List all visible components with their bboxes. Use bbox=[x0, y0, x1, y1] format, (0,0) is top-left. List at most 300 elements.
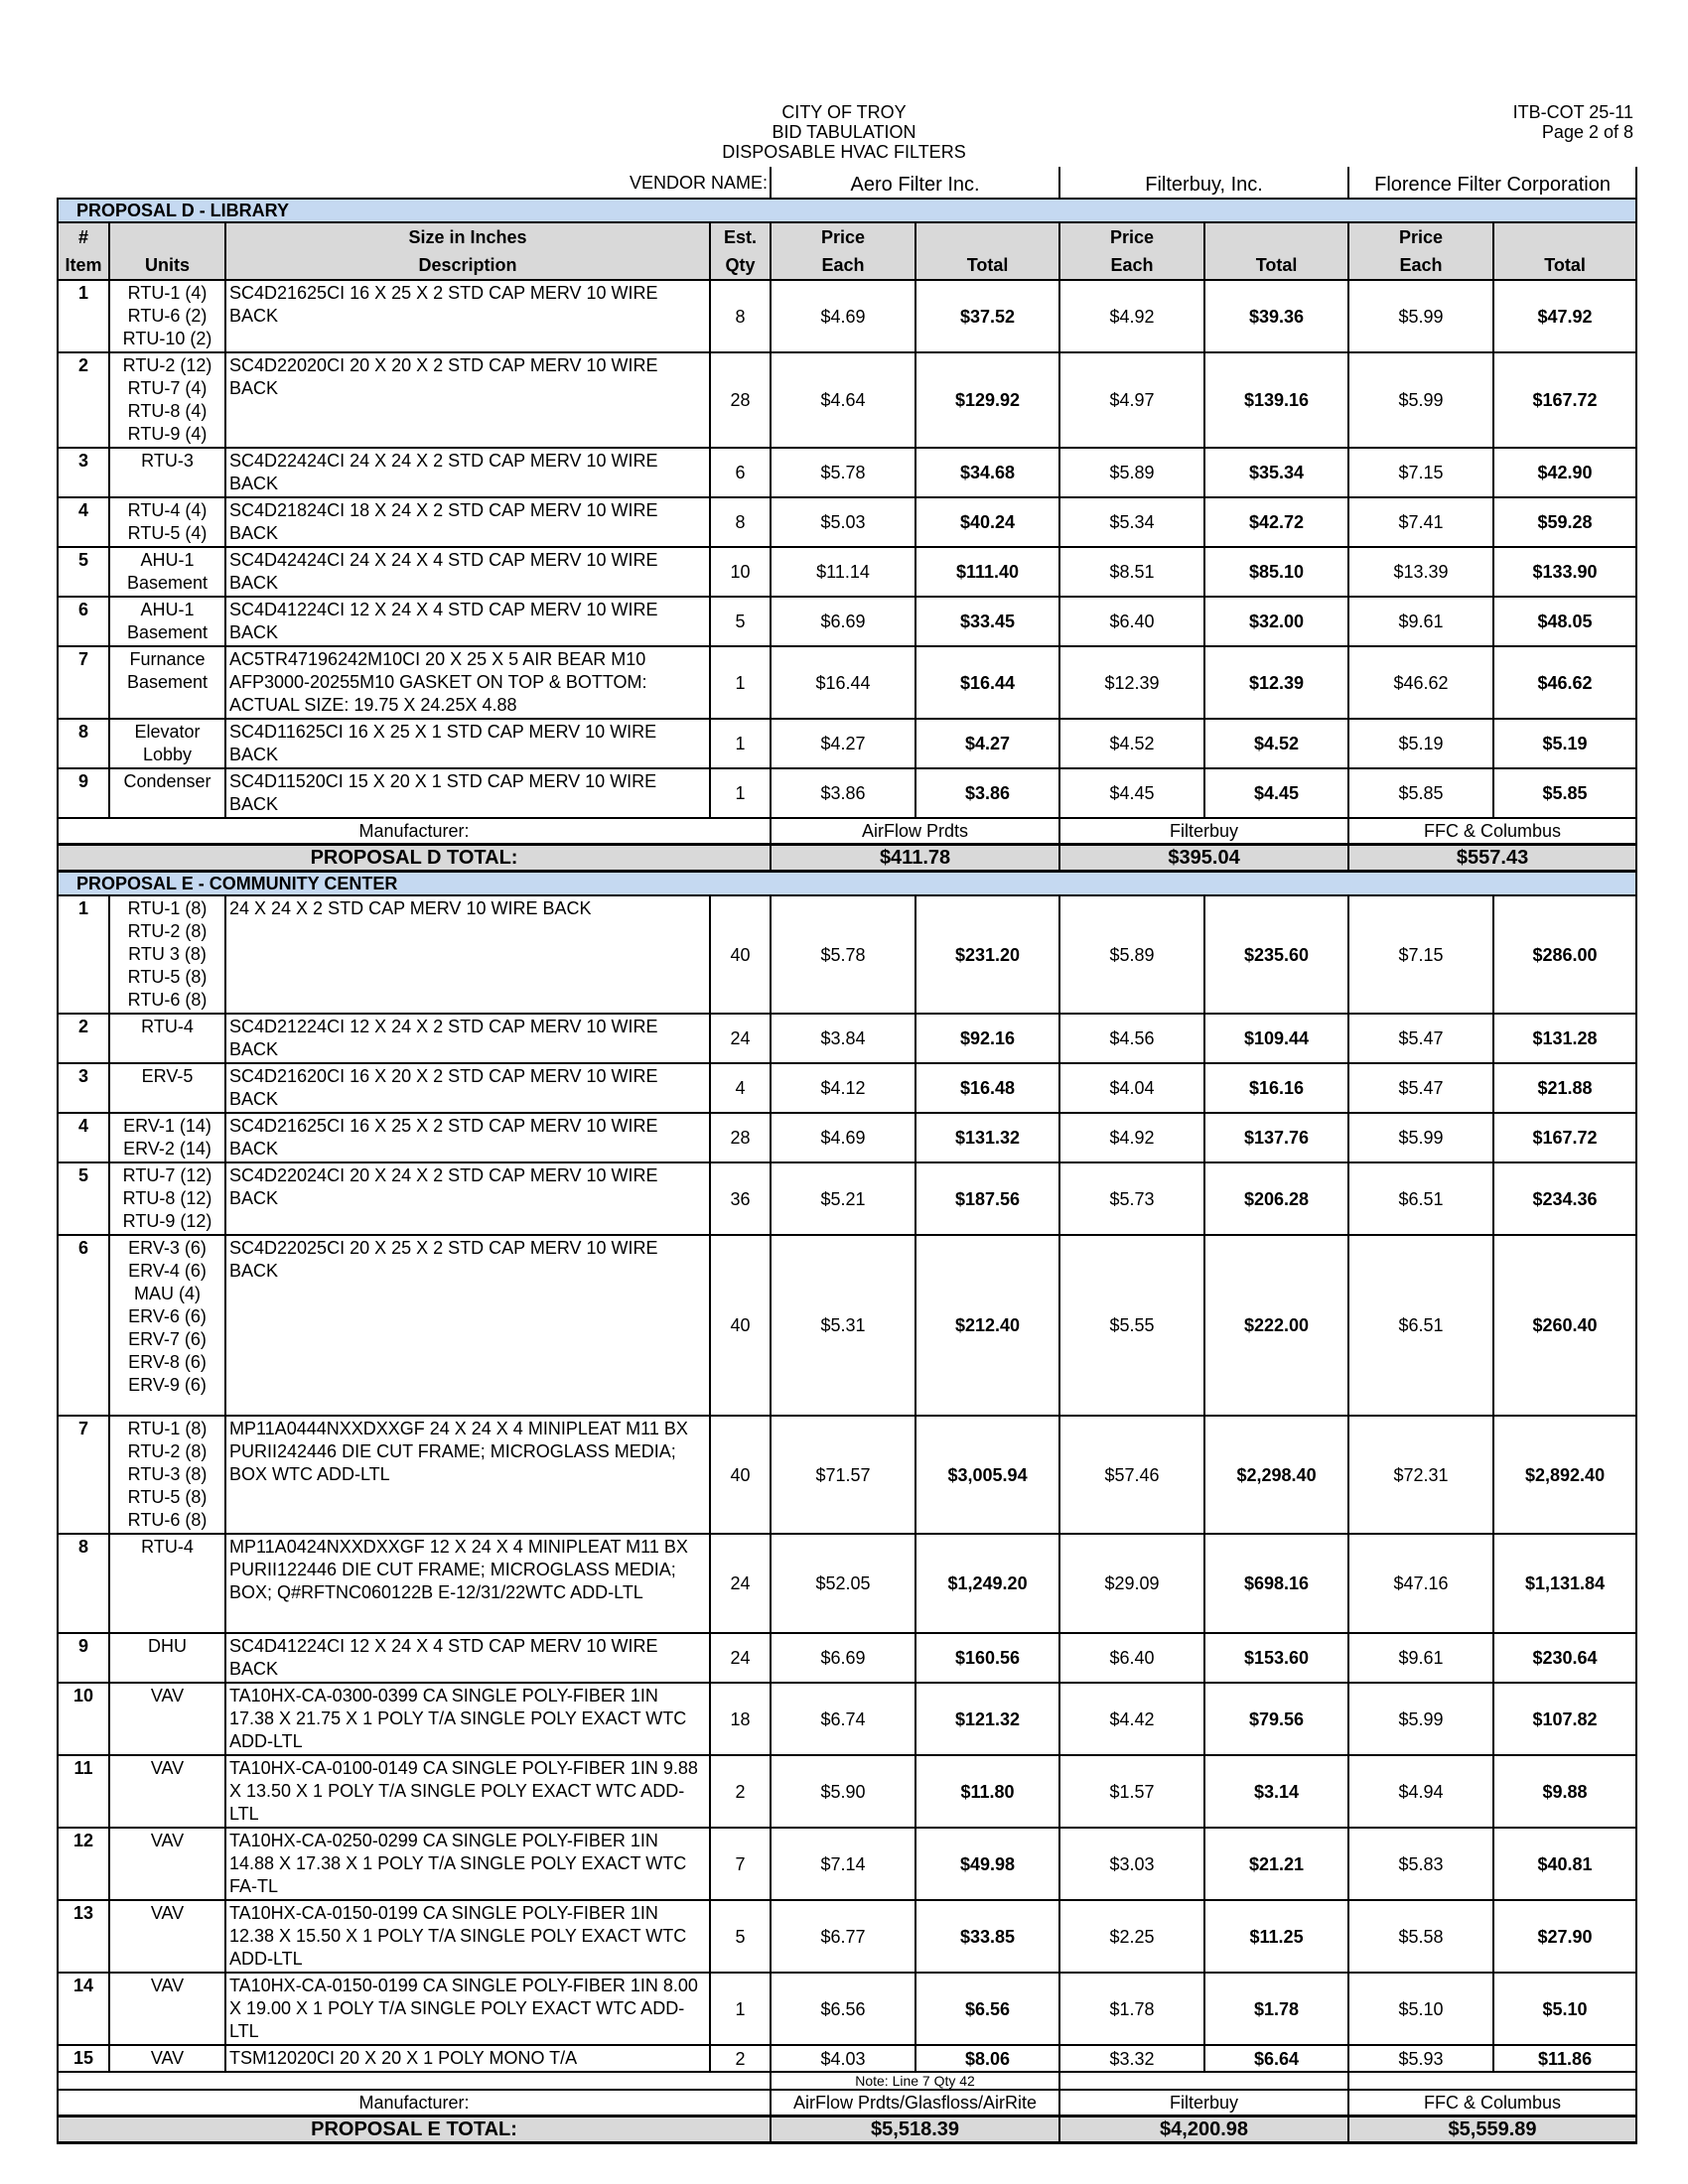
line-total: $11.86 bbox=[1493, 2045, 1636, 2072]
unit-label: ERV-7 (6) bbox=[128, 1329, 207, 1349]
est-qty: 28 bbox=[710, 352, 771, 448]
price-each: $5.10 bbox=[1348, 1973, 1493, 2045]
header-bid-tab: BID TABULATION bbox=[772, 122, 916, 142]
unit-label: RTU-10 (2) bbox=[122, 329, 212, 348]
est-qty: 6 bbox=[710, 448, 771, 497]
line-total: $16.48 bbox=[915, 1063, 1059, 1113]
line-total: $16.16 bbox=[1204, 1063, 1348, 1113]
line-total: $39.36 bbox=[1204, 280, 1348, 352]
line-total: $153.60 bbox=[1204, 1633, 1348, 1683]
item-description: SC4D11520CI 15 X 20 X 1 STD CAP MERV 10 WIRE BACK bbox=[225, 768, 710, 818]
unit-label: RTU-9 (12) bbox=[122, 1211, 212, 1231]
price-each: $6.51 bbox=[1348, 1235, 1493, 1416]
table-row bbox=[58, 1534, 1636, 1633]
item-description: MP11A0424NXXDXXGF 12 X 24 X 4 MINIPLEAT M11 BX PURII122446 DIE CUT FRAME; MICROGLASS MEDIA; BOX; Q#RFTNC060122B E-12/31/22WTC ADD-LTL bbox=[225, 1534, 710, 1633]
line-total: $35.34 bbox=[1204, 448, 1348, 497]
item-description: TA10HX-CA-0300-0399 CA SINGLE POLY-FIBER 1IN 17.38 X 21.75 X 1 POLY T/A SINGLE POLY EXACT WTC ADD-LTL bbox=[225, 1683, 710, 1755]
units-cell bbox=[109, 352, 225, 448]
note-blank bbox=[1348, 2072, 1636, 2090]
price-each: $29.09 bbox=[1059, 1534, 1204, 1633]
item-description: SC4D22024CI 20 X 24 X 2 STD CAP MERV 10 WIRE BACK bbox=[225, 1162, 710, 1235]
price-each: $46.62 bbox=[1348, 646, 1493, 719]
unit-label: RTU-4 bbox=[141, 1537, 194, 1557]
price-each: $6.69 bbox=[771, 1633, 915, 1683]
units-cell bbox=[109, 1162, 225, 1235]
item-number: 3 bbox=[58, 448, 109, 497]
manufacturer-name: Filterbuy bbox=[1059, 2090, 1348, 2116]
table-row bbox=[58, 352, 1636, 448]
column-total: Total bbox=[915, 251, 1059, 280]
line-total: $33.45 bbox=[915, 597, 1059, 646]
item-number: 14 bbox=[58, 1973, 109, 2045]
item-description: SC4D42424CI 24 X 24 X 4 STD CAP MERV 10 WIRE BACK bbox=[225, 547, 710, 597]
line-total: $131.28 bbox=[1493, 1014, 1636, 1063]
line-total: $49.98 bbox=[915, 1828, 1059, 1900]
units-cell bbox=[109, 1235, 225, 1416]
est-qty: 24 bbox=[710, 1014, 771, 1063]
price-each: $4.04 bbox=[1059, 1063, 1204, 1113]
header-city: CITY OF TROY bbox=[781, 102, 907, 122]
line-total: $222.00 bbox=[1204, 1235, 1348, 1416]
unit-label: ERV-8 (6) bbox=[128, 1352, 207, 1372]
line-total: $34.68 bbox=[915, 448, 1059, 497]
units-cell bbox=[109, 1534, 225, 1633]
price-each: $47.16 bbox=[1348, 1534, 1493, 1633]
column-each: Each bbox=[771, 251, 915, 280]
unit-label: RTU-5 (8) bbox=[127, 967, 208, 987]
item-number: 6 bbox=[58, 597, 109, 646]
table-row bbox=[58, 895, 1636, 1014]
bid-tabulation-table bbox=[57, 167, 1637, 2144]
line-total: $160.56 bbox=[915, 1633, 1059, 1683]
line-total: $1,131.84 bbox=[1493, 1534, 1636, 1633]
price-each: $5.31 bbox=[771, 1235, 915, 1416]
item-description: SC4D22025CI 20 X 25 X 2 STD CAP MERV 10 WIRE BACK bbox=[225, 1235, 710, 1416]
unit-label: RTU-1 (8) bbox=[127, 898, 208, 918]
unit-label: ERV-4 (6) bbox=[128, 1261, 207, 1281]
price-each: $7.15 bbox=[1348, 895, 1493, 1014]
unit-label: VAV bbox=[150, 1686, 185, 1706]
item-description: SC4D22424CI 24 X 24 X 2 STD CAP MERV 10 WIRE BACK bbox=[225, 448, 710, 497]
line-total: $27.90 bbox=[1493, 1900, 1636, 1973]
line-total: $1.78 bbox=[1204, 1973, 1348, 2045]
manufacturer-name: FFC & Columbus bbox=[1348, 818, 1636, 845]
price-each: $4.69 bbox=[771, 280, 915, 352]
price-each: $6.56 bbox=[771, 1973, 915, 2045]
line-total: $139.16 bbox=[1204, 352, 1348, 448]
line-total: $92.16 bbox=[915, 1014, 1059, 1063]
price-each: $5.93 bbox=[1348, 2045, 1493, 2072]
est-qty: 2 bbox=[710, 2045, 771, 2072]
line-total: $2,892.40 bbox=[1493, 1416, 1636, 1534]
unit-label: RTU-1 (8) bbox=[127, 1419, 208, 1438]
est-qty: 1 bbox=[710, 1973, 771, 2045]
units-cell bbox=[109, 1063, 225, 1113]
table-row bbox=[58, 497, 1636, 547]
proposal-total-value: $5,518.39 bbox=[771, 2116, 1059, 2143]
manufacturer-name: AirFlow Prdts/Glasfloss/AirRite bbox=[771, 2090, 1059, 2116]
unit-label: Condenser bbox=[123, 771, 211, 791]
proposal-total-row bbox=[58, 2116, 1636, 2143]
unit-label: VAV bbox=[150, 1903, 185, 1923]
item-number: 4 bbox=[58, 1113, 109, 1162]
line-total: $698.16 bbox=[1204, 1534, 1348, 1633]
table-row bbox=[58, 1416, 1636, 1534]
line-total: $8.06 bbox=[915, 2045, 1059, 2072]
unit-label: VAV bbox=[150, 1976, 185, 1995]
price-each: $5.73 bbox=[1059, 1162, 1204, 1235]
item-number: 8 bbox=[58, 1534, 109, 1633]
price-each: $9.61 bbox=[1348, 597, 1493, 646]
price-each: $6.77 bbox=[771, 1900, 915, 1973]
line-total: $212.40 bbox=[915, 1235, 1059, 1416]
unit-label: ERV-1 (14) bbox=[123, 1116, 211, 1136]
price-each: $72.31 bbox=[1348, 1416, 1493, 1534]
price-each: $5.99 bbox=[1348, 280, 1493, 352]
units-cell bbox=[109, 646, 225, 719]
unit-label: ERV-2 (14) bbox=[123, 1139, 211, 1159]
est-qty: 18 bbox=[710, 1683, 771, 1755]
est-qty: 2 bbox=[710, 1755, 771, 1828]
unit-label: RTU-9 (4) bbox=[127, 424, 208, 444]
price-each: $4.52 bbox=[1059, 719, 1204, 768]
table-row bbox=[58, 1235, 1636, 1416]
proposal-title: PROPOSAL E - COMMUNITY CENTER bbox=[58, 872, 1636, 896]
item-number: 5 bbox=[58, 547, 109, 597]
item-number: 8 bbox=[58, 719, 109, 768]
line-total: $33.85 bbox=[915, 1900, 1059, 1973]
table-row bbox=[58, 1900, 1636, 1973]
line-total: $286.00 bbox=[1493, 895, 1636, 1014]
unit-label: ERV-3 (6) bbox=[128, 1238, 207, 1258]
note-row bbox=[58, 2072, 1636, 2090]
price-each: $7.41 bbox=[1348, 497, 1493, 547]
vendor-name: Florence Filter Corporation bbox=[1348, 167, 1636, 199]
price-each: $5.03 bbox=[771, 497, 915, 547]
item-description: AC5TR47196242M10CI 20 X 25 X 5 AIR BEAR M10 AFP3000-20255M10 GASKET ON TOP & BOTTOM: ACTUAL SIZE: 19.75 X 24.25X 4.88 bbox=[225, 646, 710, 719]
line-total: $11.25 bbox=[1204, 1900, 1348, 1973]
table-row bbox=[58, 1162, 1636, 1235]
line-total: $131.32 bbox=[915, 1113, 1059, 1162]
item-description: TSM12020CI 20 X 20 X 1 POLY MONO T/A bbox=[225, 2045, 710, 2072]
units-cell bbox=[109, 2045, 225, 2072]
unit-label: RTU-3 (8) bbox=[127, 1464, 208, 1484]
line-total: $46.62 bbox=[1493, 646, 1636, 719]
unit-label: Basement bbox=[126, 672, 209, 692]
item-number: 1 bbox=[58, 895, 109, 1014]
unit-label: VAV bbox=[150, 2048, 185, 2068]
note-blank bbox=[1059, 2072, 1348, 2090]
table-row bbox=[58, 768, 1636, 818]
item-number: 7 bbox=[58, 1416, 109, 1534]
table-row bbox=[58, 719, 1636, 768]
price-each: $5.89 bbox=[1059, 895, 1204, 1014]
table-row bbox=[58, 280, 1636, 352]
price-each: $5.85 bbox=[1348, 768, 1493, 818]
vendor-name: Aero Filter Inc. bbox=[771, 167, 1059, 199]
line-total: $167.72 bbox=[1493, 1113, 1636, 1162]
unit-label: Basement bbox=[126, 573, 209, 593]
price-each: $6.51 bbox=[1348, 1162, 1493, 1235]
unit-label: RTU-1 (4) bbox=[127, 283, 208, 303]
unit-label: RTU-5 (4) bbox=[127, 523, 208, 543]
units-cell bbox=[109, 895, 225, 1014]
price-each: $57.46 bbox=[1059, 1416, 1204, 1534]
item-number: 9 bbox=[58, 1633, 109, 1683]
price-each: $4.64 bbox=[771, 352, 915, 448]
est-qty: 28 bbox=[710, 1113, 771, 1162]
proposal-total-row bbox=[58, 845, 1636, 872]
line-total: $109.44 bbox=[1204, 1014, 1348, 1063]
price-each: $9.61 bbox=[1348, 1633, 1493, 1683]
line-total: $121.32 bbox=[915, 1683, 1059, 1755]
item-number: 15 bbox=[58, 2045, 109, 2072]
item-number: 13 bbox=[58, 1900, 109, 1973]
unit-label: RTU-8 (12) bbox=[122, 1188, 212, 1208]
est-qty: 1 bbox=[710, 646, 771, 719]
price-each: $3.32 bbox=[1059, 2045, 1204, 2072]
item-description: MP11A0444NXXDXXGF 24 X 24 X 4 MINIPLEAT M11 BX PURII242446 DIE CUT FRAME; MICROGLASS MEDIA; BOX WTC ADD-LTL bbox=[225, 1416, 710, 1534]
column-price: Price bbox=[1348, 222, 1493, 251]
line-total: $5.10 bbox=[1493, 1973, 1636, 2045]
unit-label: VAV bbox=[150, 1758, 185, 1778]
est-qty: 8 bbox=[710, 280, 771, 352]
line-total: $37.52 bbox=[915, 280, 1059, 352]
price-each: $3.84 bbox=[771, 1014, 915, 1063]
est-qty: 40 bbox=[710, 895, 771, 1014]
item-number: 12 bbox=[58, 1828, 109, 1900]
est-qty: 10 bbox=[710, 547, 771, 597]
price-each: $4.92 bbox=[1059, 280, 1204, 352]
est-qty: 24 bbox=[710, 1633, 771, 1683]
line-total: $16.44 bbox=[915, 646, 1059, 719]
price-each: $5.19 bbox=[1348, 719, 1493, 768]
item-number: 5 bbox=[58, 1162, 109, 1235]
table-row bbox=[58, 1063, 1636, 1113]
item-description: SC4D21625CI 16 X 25 X 2 STD CAP MERV 10 WIRE BACK bbox=[225, 280, 710, 352]
price-each: $52.05 bbox=[771, 1534, 915, 1633]
unit-label: RTU-7 (12) bbox=[122, 1165, 212, 1185]
price-each: $13.39 bbox=[1348, 547, 1493, 597]
price-each: $4.69 bbox=[771, 1113, 915, 1162]
price-each: $4.27 bbox=[771, 719, 915, 768]
line-total: $59.28 bbox=[1493, 497, 1636, 547]
price-each: $6.40 bbox=[1059, 597, 1204, 646]
unit-label: AHU-1 bbox=[140, 600, 195, 619]
unit-label: RTU-3 bbox=[141, 451, 194, 471]
line-total: $6.64 bbox=[1204, 2045, 1348, 2072]
price-each: $4.42 bbox=[1059, 1683, 1204, 1755]
table-row bbox=[58, 448, 1636, 497]
unit-label: RTU-2 (8) bbox=[127, 1441, 208, 1461]
unit-label: RTU-6 (2) bbox=[127, 306, 208, 326]
est-qty: 40 bbox=[710, 1416, 771, 1534]
unit-label: RTU-4 bbox=[141, 1017, 194, 1036]
unit-label: RTU-2 (8) bbox=[127, 921, 208, 941]
manufacturer-row bbox=[58, 2090, 1636, 2116]
price-each: $6.69 bbox=[771, 597, 915, 646]
manufacturer-label: Manufacturer: bbox=[58, 2090, 771, 2116]
line-total: $4.52 bbox=[1204, 719, 1348, 768]
est-qty: 1 bbox=[710, 768, 771, 818]
item-number: 10 bbox=[58, 1683, 109, 1755]
item-description: SC4D11625CI 16 X 25 X 1 STD CAP MERV 10 WIRE BACK bbox=[225, 719, 710, 768]
unit-label: RTU-7 (4) bbox=[127, 378, 208, 398]
line-total: $129.92 bbox=[915, 352, 1059, 448]
line-total: $3,005.94 bbox=[915, 1416, 1059, 1534]
column-item: # bbox=[58, 222, 109, 251]
est-qty: 4 bbox=[710, 1063, 771, 1113]
units-cell bbox=[109, 719, 225, 768]
vendor-name: Filterbuy, Inc. bbox=[1059, 167, 1348, 199]
units-cell bbox=[109, 547, 225, 597]
column-qty: Qty bbox=[710, 251, 771, 280]
item-description: SC4D21625CI 16 X 25 X 2 STD CAP MERV 10 WIRE BACK bbox=[225, 1113, 710, 1162]
unit-label: RTU-4 (4) bbox=[127, 500, 208, 520]
table-row bbox=[58, 1973, 1636, 2045]
note-blank bbox=[58, 2072, 771, 2090]
price-each: $5.34 bbox=[1059, 497, 1204, 547]
unit-label: ERV-9 (6) bbox=[128, 1375, 207, 1395]
proposal-total-value: $4,200.98 bbox=[1059, 2116, 1348, 2143]
table-row bbox=[58, 1113, 1636, 1162]
units-cell bbox=[109, 1416, 225, 1534]
item-description: TA10HX-CA-0100-0149 CA SINGLE POLY-FIBER 1IN 9.88 X 13.50 X 1 POLY T/A SINGLE POLY EXACT WTC ADD-LTL bbox=[225, 1755, 710, 1828]
price-each: $5.99 bbox=[1348, 352, 1493, 448]
item-number: 3 bbox=[58, 1063, 109, 1113]
price-each: $5.55 bbox=[1059, 1235, 1204, 1416]
price-each: $4.94 bbox=[1348, 1755, 1493, 1828]
unit-label: ERV-5 bbox=[141, 1066, 194, 1086]
price-each: $4.03 bbox=[771, 2045, 915, 2072]
item-description: SC4D21620CI 16 X 20 X 2 STD CAP MERV 10 WIRE BACK bbox=[225, 1063, 710, 1113]
item-number: 9 bbox=[58, 768, 109, 818]
column-total-blank bbox=[1204, 222, 1348, 251]
item-description: TA10HX-CA-0150-0199 CA SINGLE POLY-FIBER 1IN 12.38 X 15.50 X 1 POLY T/A SINGLE POLY EXACT WTC ADD-LTL bbox=[225, 1900, 710, 1973]
est-qty: 36 bbox=[710, 1162, 771, 1235]
table-row bbox=[58, 1755, 1636, 1828]
units-cell bbox=[109, 1113, 225, 1162]
units-cell bbox=[109, 768, 225, 818]
line-total: $12.39 bbox=[1204, 646, 1348, 719]
est-qty: 24 bbox=[710, 1534, 771, 1633]
price-each: $5.21 bbox=[771, 1162, 915, 1235]
line-total: $206.28 bbox=[1204, 1162, 1348, 1235]
unit-label: MAU (4) bbox=[134, 1284, 201, 1303]
line-total: $3.14 bbox=[1204, 1755, 1348, 1828]
line-total: $42.90 bbox=[1493, 448, 1636, 497]
manufacturer-name: Filterbuy bbox=[1059, 818, 1348, 845]
unit-label: RTU-8 (4) bbox=[127, 401, 208, 421]
price-each: $5.99 bbox=[1348, 1113, 1493, 1162]
vendor-row bbox=[58, 167, 1636, 199]
price-each: $5.47 bbox=[1348, 1014, 1493, 1063]
line-total: $235.60 bbox=[1204, 895, 1348, 1014]
unit-label: RTU-5 (8) bbox=[127, 1487, 208, 1507]
item-description: 24 X 24 X 2 STD CAP MERV 10 WIRE BACK bbox=[225, 895, 710, 1014]
unit-label: Furnance bbox=[129, 649, 206, 669]
line-total: $230.64 bbox=[1493, 1633, 1636, 1683]
manufacturer-name: AirFlow Prdts bbox=[771, 818, 1059, 845]
item-description: SC4D41224CI 12 X 24 X 4 STD CAP MERV 10 WIRE BACK bbox=[225, 1633, 710, 1683]
line-total: $85.10 bbox=[1204, 547, 1348, 597]
column-total-blank bbox=[915, 222, 1059, 251]
item-number: 2 bbox=[58, 352, 109, 448]
header-subject: DISPOSABLE HVAC FILTERS bbox=[722, 142, 966, 162]
unit-label: ERV-6 (6) bbox=[128, 1306, 207, 1326]
price-each: $12.39 bbox=[1059, 646, 1204, 719]
table-row bbox=[58, 547, 1636, 597]
price-each: $4.97 bbox=[1059, 352, 1204, 448]
column-each: Each bbox=[1059, 251, 1204, 280]
item-number: 2 bbox=[58, 1014, 109, 1063]
column-header-row bbox=[58, 222, 1636, 251]
column-units bbox=[109, 222, 225, 251]
column-size: Size in Inches bbox=[225, 222, 710, 251]
line-total: $42.72 bbox=[1204, 497, 1348, 547]
item-number: 6 bbox=[58, 1235, 109, 1416]
line-total: $107.82 bbox=[1493, 1683, 1636, 1755]
est-qty: 5 bbox=[710, 597, 771, 646]
unit-label: Basement bbox=[126, 622, 209, 642]
proposal-total-value: $5,559.89 bbox=[1348, 2116, 1636, 2143]
item-description: SC4D21224CI 12 X 24 X 2 STD CAP MERV 10 WIRE BACK bbox=[225, 1014, 710, 1063]
line-total: $260.40 bbox=[1493, 1235, 1636, 1416]
price-each: $3.03 bbox=[1059, 1828, 1204, 1900]
proposal-total-label: PROPOSAL D TOTAL: bbox=[58, 845, 771, 872]
vendor-note: Note: Line 7 Qty 42 bbox=[771, 2072, 1059, 2090]
manufacturer-label: Manufacturer: bbox=[58, 818, 771, 845]
item-number: 7 bbox=[58, 646, 109, 719]
unit-label: RTU-2 (12) bbox=[122, 355, 212, 375]
proposal-total-value: $557.43 bbox=[1348, 845, 1636, 872]
line-total: $5.19 bbox=[1493, 719, 1636, 768]
line-total: $2,298.40 bbox=[1204, 1416, 1348, 1534]
unit-label: DHU bbox=[148, 1636, 187, 1656]
item-description: SC4D41224CI 12 X 24 X 4 STD CAP MERV 10 WIRE BACK bbox=[225, 597, 710, 646]
unit-label: RTU-6 (8) bbox=[127, 1510, 208, 1530]
table-row bbox=[58, 1014, 1636, 1063]
units-cell bbox=[109, 1755, 225, 1828]
units-cell bbox=[109, 448, 225, 497]
price-each: $7.15 bbox=[1348, 448, 1493, 497]
price-each: $11.14 bbox=[771, 547, 915, 597]
price-each: $5.89 bbox=[1059, 448, 1204, 497]
price-each: $5.99 bbox=[1348, 1683, 1493, 1755]
line-total: $3.86 bbox=[915, 768, 1059, 818]
price-each: $5.83 bbox=[1348, 1828, 1493, 1900]
units-cell bbox=[109, 597, 225, 646]
item-number: 11 bbox=[58, 1755, 109, 1828]
item-number: 1 bbox=[58, 280, 109, 352]
price-each: $8.51 bbox=[1059, 547, 1204, 597]
units-cell bbox=[109, 1014, 225, 1063]
line-total: $32.00 bbox=[1204, 597, 1348, 646]
column-description: Description bbox=[225, 251, 710, 280]
line-total: $167.72 bbox=[1493, 352, 1636, 448]
unit-label: VAV bbox=[150, 1831, 185, 1850]
line-total: $133.90 bbox=[1493, 547, 1636, 597]
column-units: Units bbox=[109, 251, 225, 280]
item-description: TA10HX-CA-0250-0299 CA SINGLE POLY-FIBER 1IN 14.88 X 17.38 X 1 POLY T/A SINGLE POLY EXACT WTC FA-TL bbox=[225, 1828, 710, 1900]
price-each: $2.25 bbox=[1059, 1900, 1204, 1973]
price-each: $5.90 bbox=[771, 1755, 915, 1828]
item-description: TA10HX-CA-0150-0199 CA SINGLE POLY-FIBER 1IN 8.00 X 19.00 X 1 POLY T/A SINGLE POLY EXACT WTC ADD-LTL bbox=[225, 1973, 710, 2045]
line-total: $4.45 bbox=[1204, 768, 1348, 818]
line-total: $40.81 bbox=[1493, 1828, 1636, 1900]
table-row bbox=[58, 2045, 1636, 2072]
price-each: $4.56 bbox=[1059, 1014, 1204, 1063]
